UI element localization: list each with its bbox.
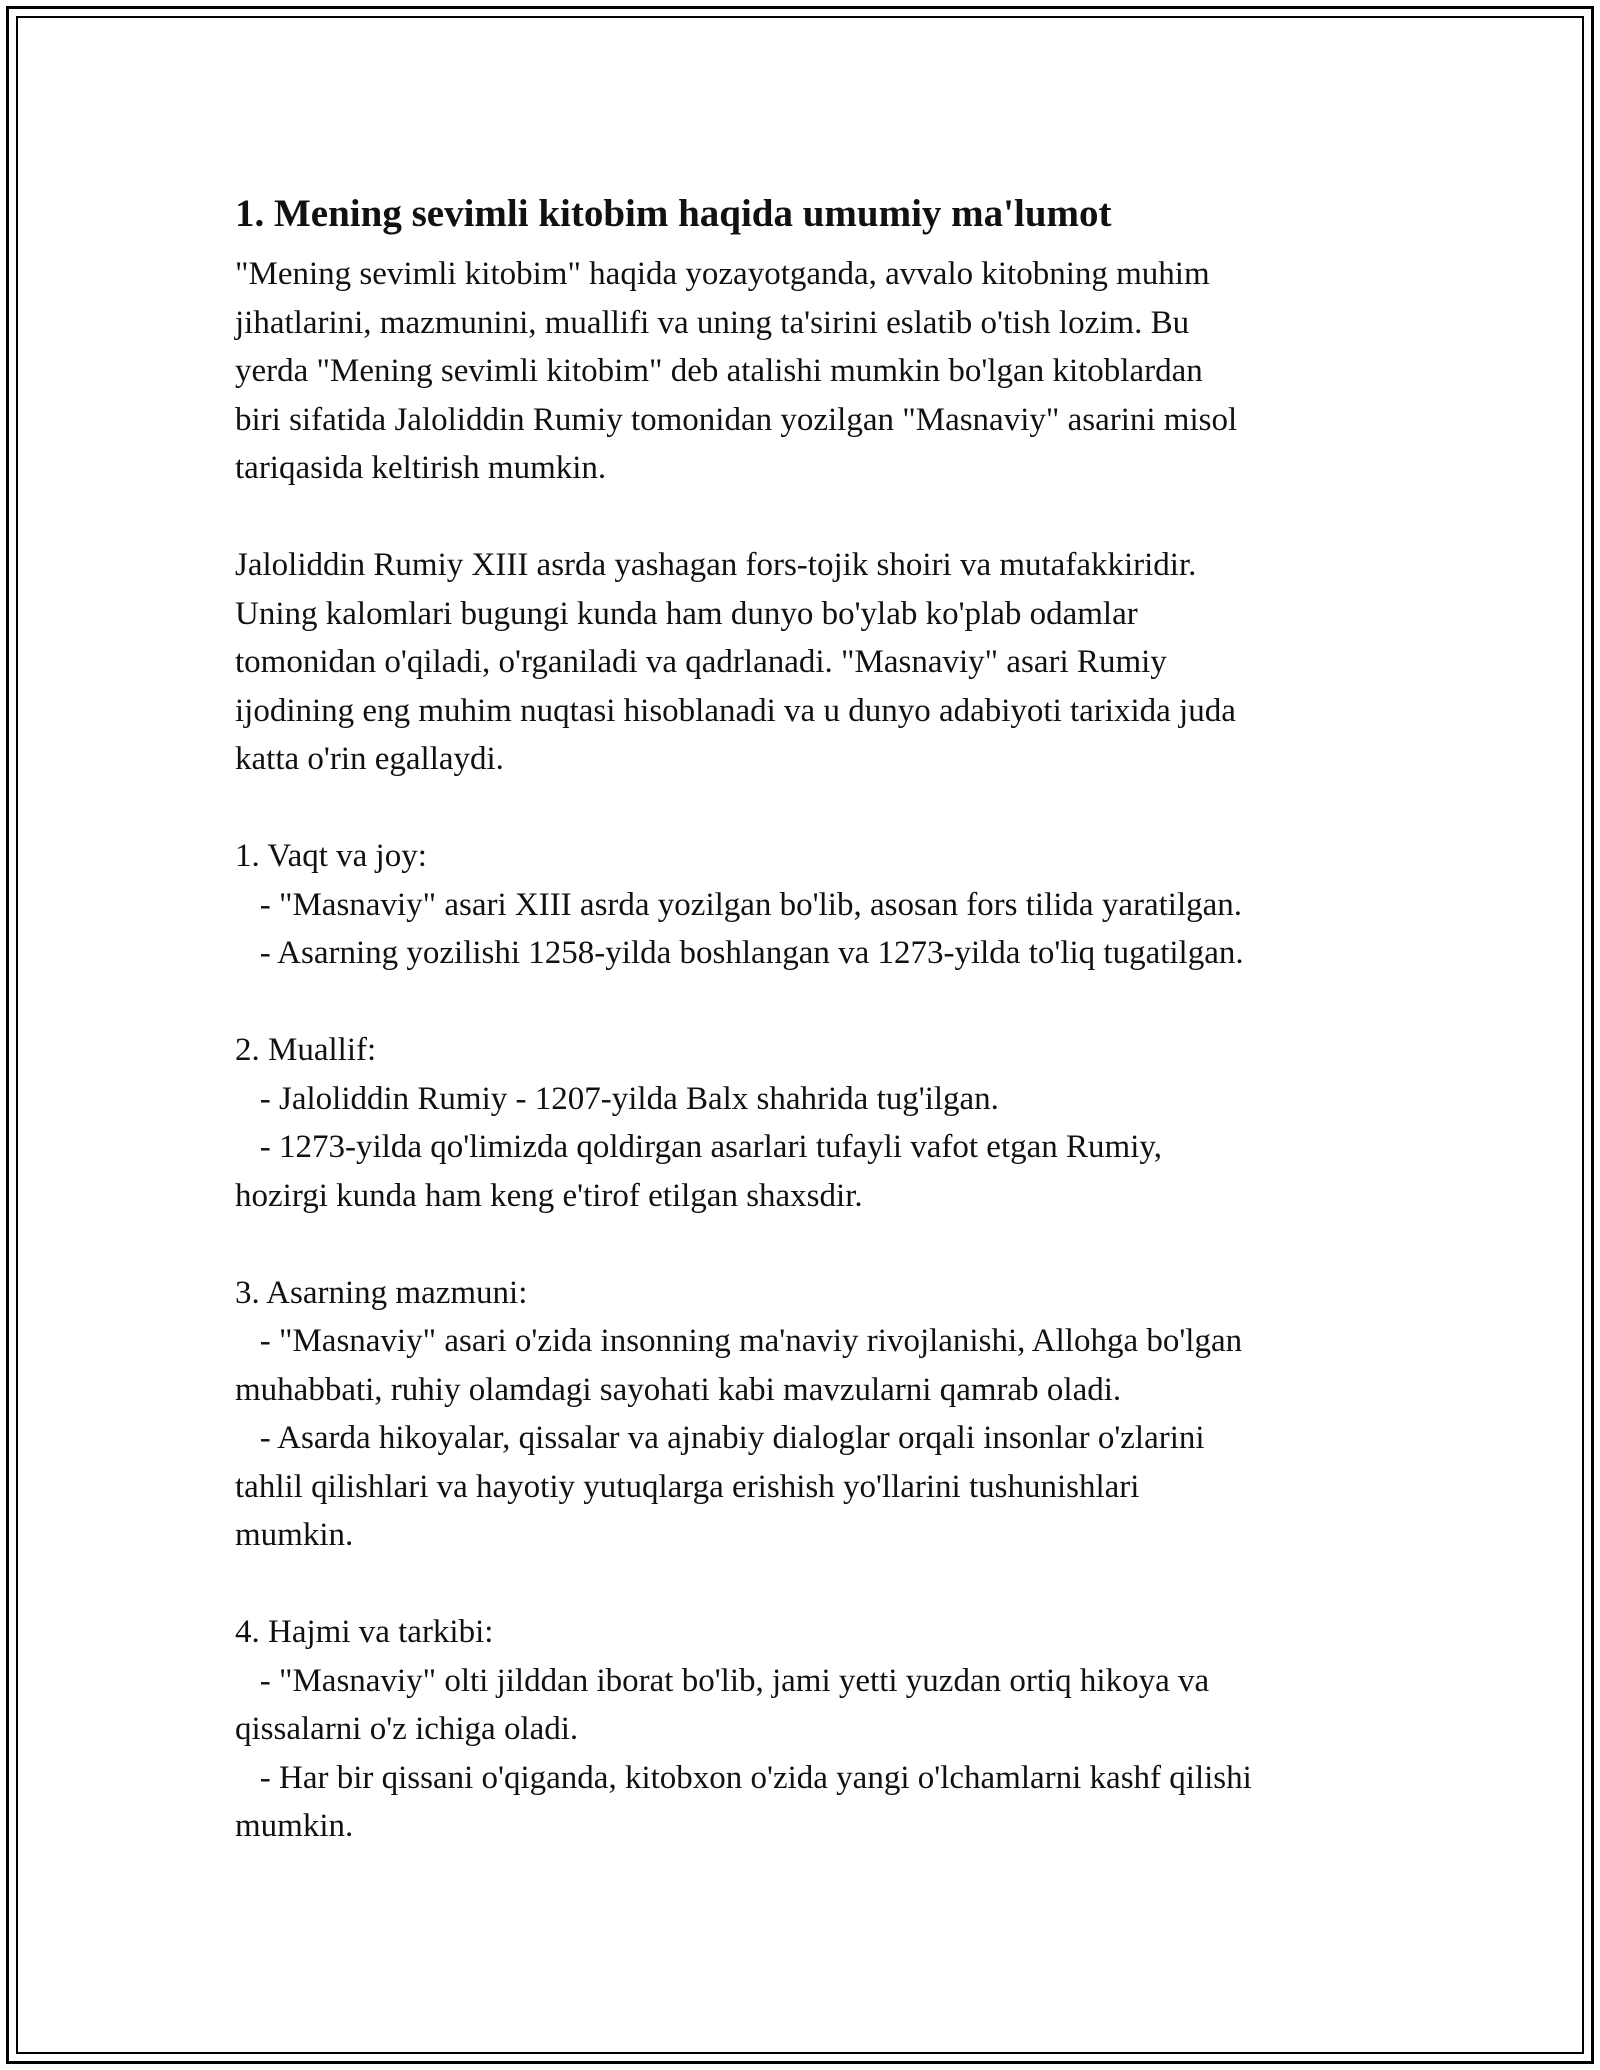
paragraph-gap bbox=[235, 1560, 1385, 1609]
text-line: 2. Muallif: bbox=[235, 1032, 377, 1068]
paragraph-gap bbox=[235, 784, 1385, 833]
text-line: - Asarning yozilishi 1258-yilda boshlangan va 1273-yilda to'liq tugatilgan. bbox=[235, 935, 1244, 971]
paragraph bbox=[235, 1269, 1385, 1560]
paragraph-gap bbox=[235, 493, 1385, 542]
text-line: mumkin. bbox=[235, 1808, 354, 1844]
text-line: - "Masnaviy" asari XIII asrda yozilgan bo'lib, asosan fors tilida yaratilgan. bbox=[235, 886, 1243, 923]
text-line: - Jaloliddin Rumiy - 1207-yilda Balx shahrida tug'ilgan. bbox=[235, 1080, 999, 1117]
section-heading: 1. Mening sevimli kitobim haqida umumiy ma'lumot bbox=[235, 192, 1112, 235]
text-line: hozirgi kunda ham keng e'tirof etilgan shaxsdir. bbox=[235, 1177, 863, 1214]
paragraph bbox=[235, 541, 1385, 784]
text-line: Uning kalomlari bugungi kunda ham dunyo bo'ylab ko'plab odamlar bbox=[235, 595, 1138, 632]
text-line: 4. Hajmi va tarkibi: bbox=[235, 1614, 494, 1650]
text-line: mumkin. bbox=[235, 1517, 354, 1553]
text-line: ijodining eng muhim nuqtasi hisoblanadi va u dunyo adabiyoti tarixida juda bbox=[235, 692, 1236, 729]
text-line: tomonidan o'qiladi, o'rganiladi va qadrlanadi. "Masnaviy" asari Rumiy bbox=[235, 644, 1167, 680]
text-line: - "Masnaviy" asari o'zida insonning ma'naviy rivojlanishi, Allohga bo'lgan bbox=[235, 1323, 1243, 1359]
paragraph bbox=[235, 250, 1385, 493]
text-line: - "Masnaviy" olti jilddan iborat bo'lib, jami yetti yuzdan ortiq hikoya va bbox=[235, 1662, 1210, 1699]
text-line: tariqasida keltirish mumkin. bbox=[235, 450, 607, 486]
paragraph-blocks bbox=[235, 250, 1385, 1851]
text-line: - 1273-yilda qo'limizda qoldirgan asarlari tufayli vafot etgan Rumiy, bbox=[235, 1129, 1162, 1165]
text-line: tahlil qilishlari va hayotiy yutuqlarga erishish yo'llarini tushunishlari bbox=[235, 1468, 1140, 1505]
text-line: - Asarda hikoyalar, qissalar va ajnabiy dialoglar orqali insonlar o'zlarini bbox=[235, 1420, 1205, 1456]
text-line: - Har bir qissani o'qiganda, kitobxon o'zida yangi o'lchamlarni kashf qilishi bbox=[235, 1759, 1252, 1796]
paragraph bbox=[235, 832, 1385, 978]
text-line: biri sifatida Jaloliddin Rumiy tomonidan yozilgan "Masnaviy" asarini misol bbox=[235, 401, 1238, 438]
text-line: yerda "Mening sevimli kitobim" deb atalishi mumkin bo'lgan kitoblardan bbox=[235, 353, 1203, 389]
paragraph-gap bbox=[235, 1220, 1385, 1269]
paragraph-gap bbox=[235, 978, 1385, 1027]
text-line: jihatlarini, mazmunini, muallifi va uning ta'sirini eslatib o'tish lozim. Bu bbox=[235, 304, 1190, 341]
text-line: muhabbati, ruhiy olamdagi sayohati kabi mavzularni qamrab oladi. bbox=[235, 1371, 1122, 1408]
text-line: 3. Asarning mazmuni: bbox=[235, 1274, 528, 1311]
text-line: 1. Vaqt va joy: bbox=[235, 838, 427, 874]
text-line: qissalarni o'z ichiga oladi. bbox=[235, 1711, 579, 1747]
paragraph bbox=[235, 1608, 1385, 1851]
paragraph bbox=[235, 1026, 1385, 1220]
document-body bbox=[235, 188, 1385, 1851]
text-line: Jaloliddin Rumiy XIII asrda yashagan fors-tojik shoiri va mutafakkiridir. bbox=[235, 547, 1197, 583]
text-line: "Mening sevimli kitobim" haqida yozayotganda, avvalo kitobning muhim bbox=[235, 256, 1210, 292]
text-line: katta o'rin egallaydi. bbox=[235, 741, 504, 777]
